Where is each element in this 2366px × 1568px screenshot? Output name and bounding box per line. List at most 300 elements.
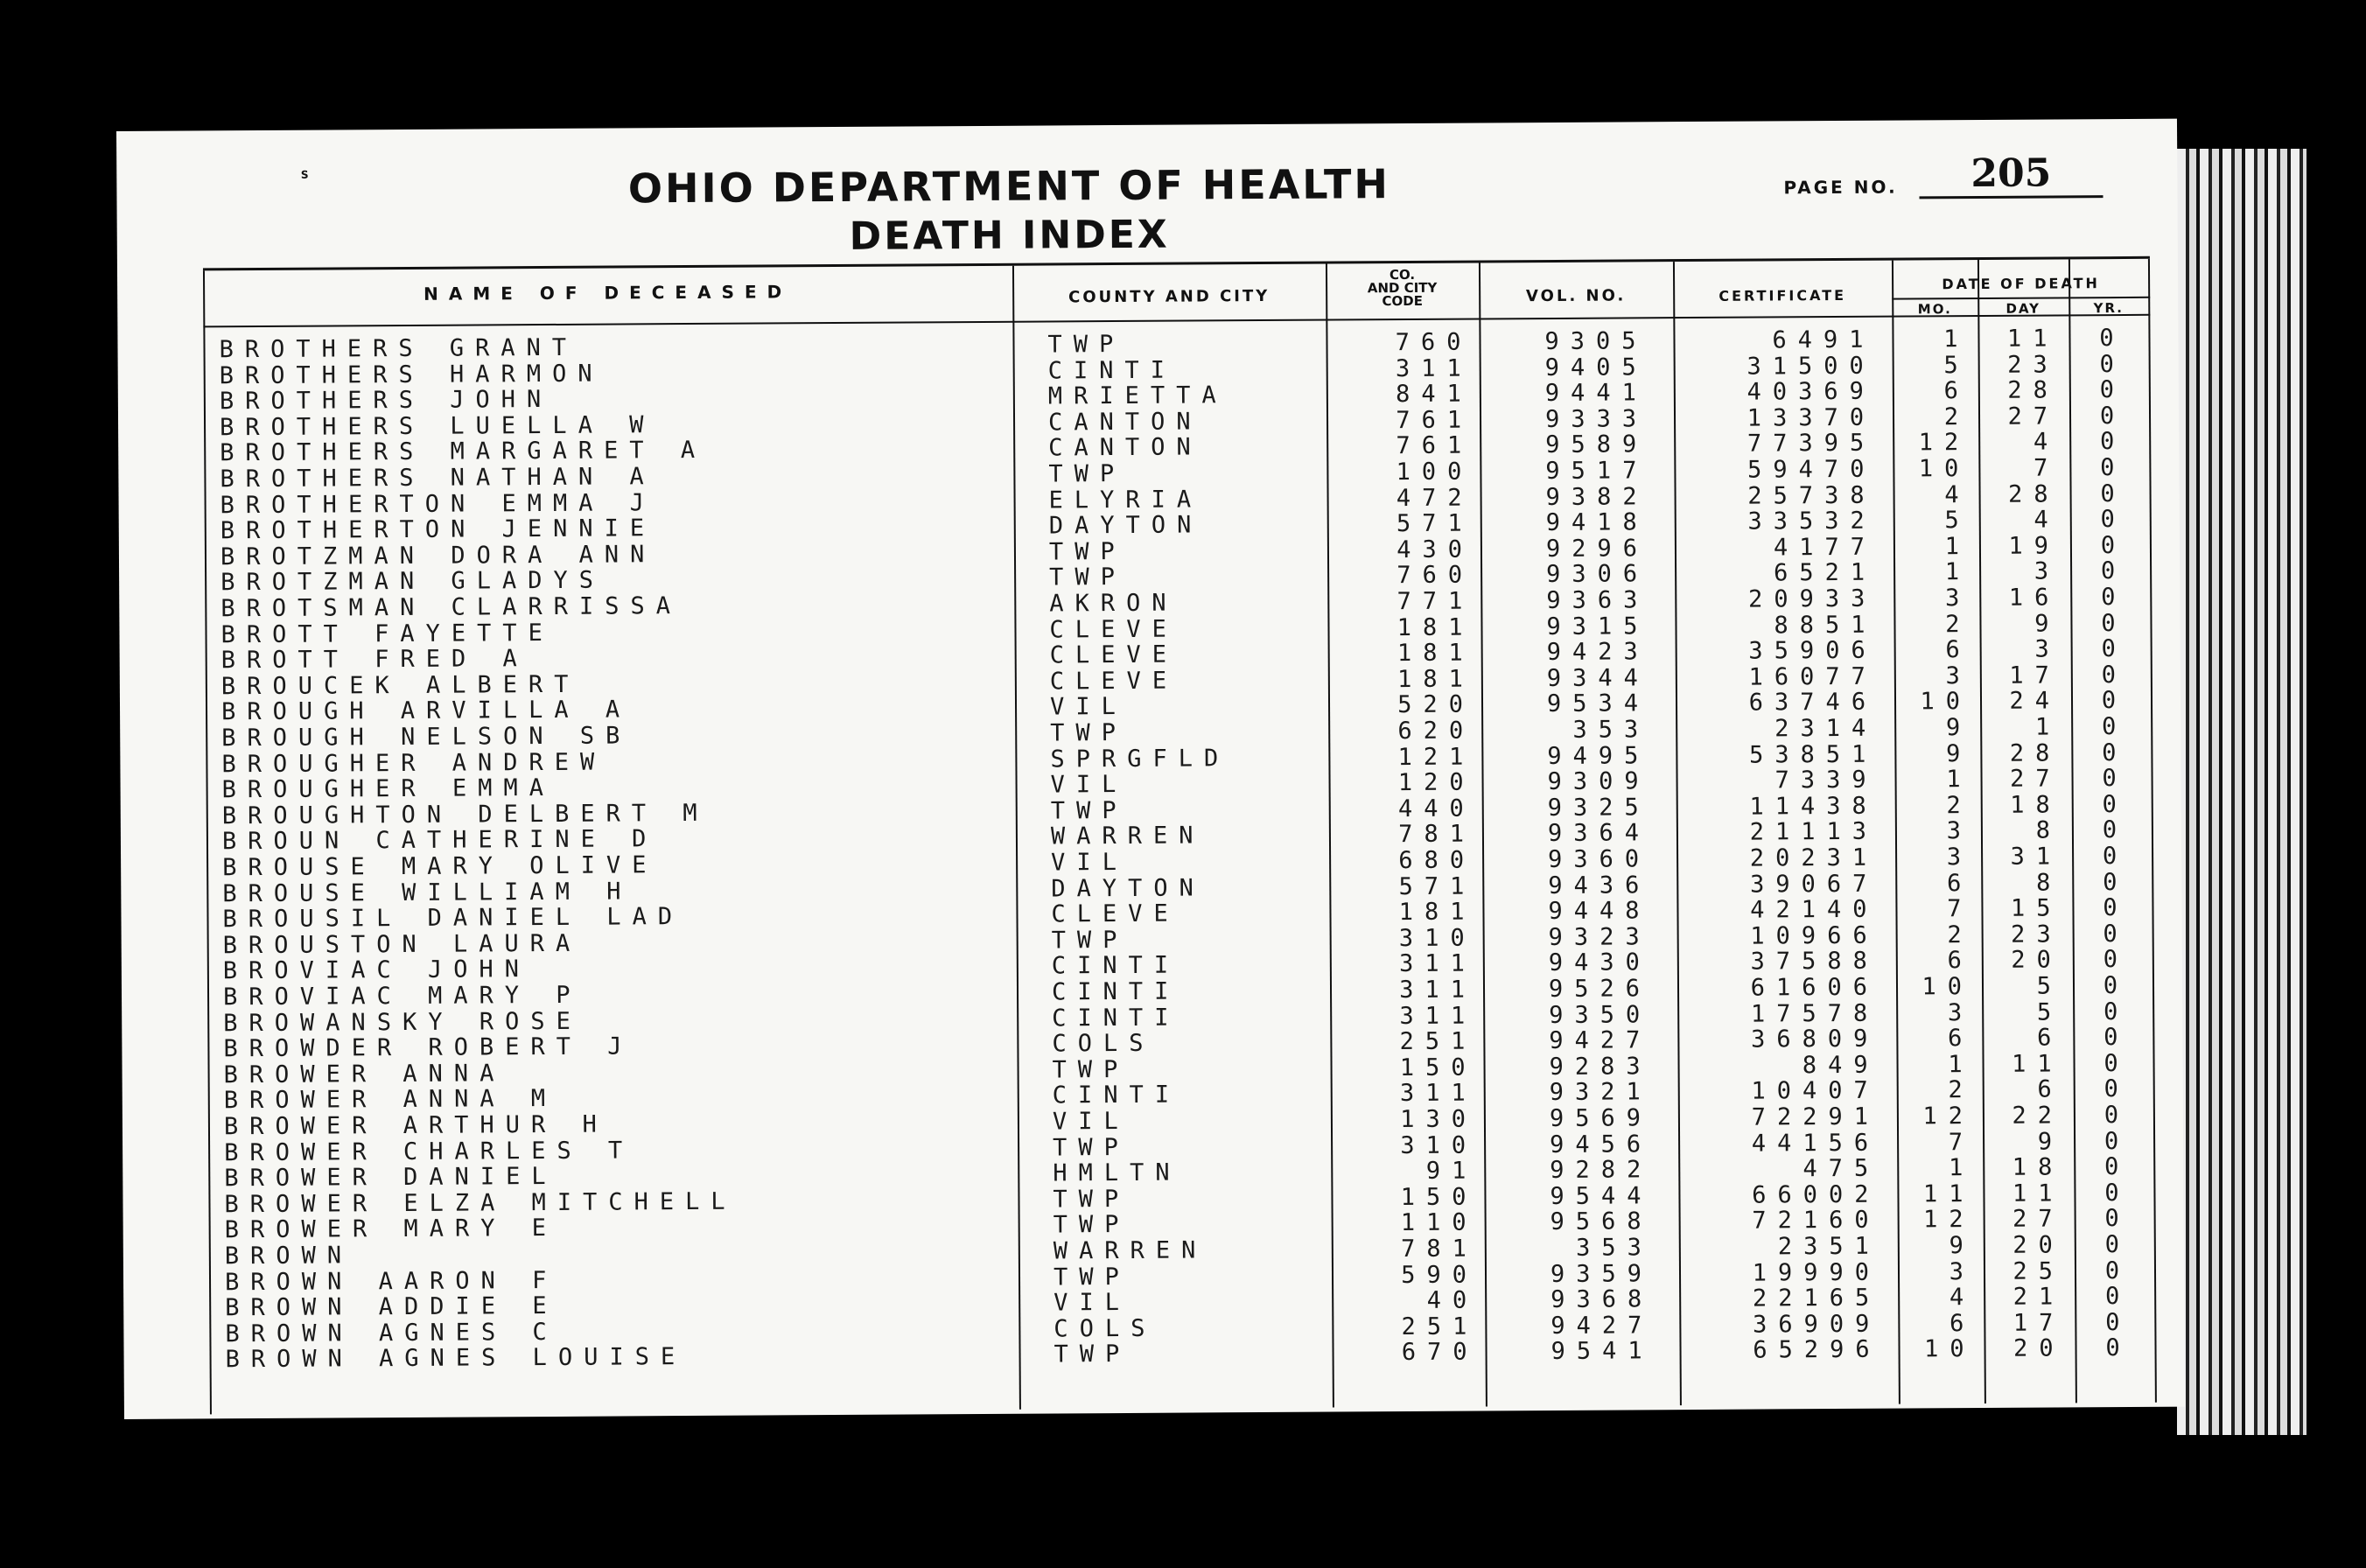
death-index-table <box>203 256 2157 1415</box>
cell-cert: 42140 <box>1750 895 1879 924</box>
cell-cert: 77395 <box>1746 430 1876 458</box>
cell-code: 472 <box>1396 484 1474 512</box>
cell-mo: 1 <box>1948 1154 1975 1182</box>
cell-day: 7 <box>2034 454 2060 482</box>
cell-day: 20 <box>2011 946 2062 975</box>
cell-mo: 3 <box>1946 817 1973 845</box>
cell-code: 150 <box>1400 1183 1478 1211</box>
cell-name: BROUGHER ANDREW <box>221 748 606 778</box>
cell-vol: 9321 <box>1549 1078 1652 1107</box>
cell-code: 150 <box>1399 1054 1477 1082</box>
cell-yr: 0 <box>2102 765 2117 793</box>
cell-vol: 9282 <box>1550 1156 1653 1185</box>
cell-vol: 9405 <box>1544 353 1648 382</box>
cell-yr: 0 <box>2101 609 2116 637</box>
cell-vol: 9363 <box>1546 586 1649 615</box>
cell-county: CINTI <box>1051 977 1180 1006</box>
cell-day: 6 <box>2037 1024 2063 1052</box>
cell-county: TWP <box>1054 1340 1131 1368</box>
cell-county: VIL <box>1050 771 1128 799</box>
cell-yr: 0 <box>2104 1102 2119 1130</box>
cell-day: 5 <box>2036 998 2063 1026</box>
cell-mo: 2 <box>1943 402 1970 431</box>
cell-yr: 0 <box>2103 946 2118 974</box>
cell-cert: 6491 <box>1772 326 1875 354</box>
cell-yr: 0 <box>2104 1024 2118 1052</box>
cell-mo: 10 <box>1922 973 1974 1001</box>
cell-day: 3 <box>2034 635 2061 663</box>
cell-county: TWP <box>1047 330 1125 359</box>
cell-name: BROTHERS LUELLA W <box>219 411 655 442</box>
header-vol: VOL. NO. <box>1525 286 1627 306</box>
cell-yr: 0 <box>2101 584 2116 612</box>
cell-day: 27 <box>2007 402 2060 430</box>
cell-mo: 1 <box>1944 558 1971 586</box>
cell-cert: 20231 <box>1749 844 1879 872</box>
cell-cert: 7339 <box>1774 766 1878 794</box>
cell-mo: 2 <box>1947 920 1973 949</box>
cell-vol: 9296 <box>1545 535 1649 563</box>
cell-day: 8 <box>2035 869 2062 897</box>
cell-vol: 9315 <box>1546 612 1649 640</box>
cell-county: DAYTON <box>1048 511 1203 540</box>
cell-code: 311 <box>1395 354 1473 382</box>
cell-yr: 0 <box>2104 1256 2120 1284</box>
cell-vol: 9430 <box>1548 948 1651 977</box>
cell-county: TWP <box>1053 1211 1130 1239</box>
cell-day: 28 <box>2007 480 2060 508</box>
cell-yr: 0 <box>2100 480 2115 508</box>
cell-vol: 9427 <box>1550 1312 1654 1340</box>
cell-mo: 3 <box>1947 998 1974 1026</box>
cell-yr: 0 <box>2104 1179 2119 1207</box>
cell-code: 40 <box>1426 1286 1479 1315</box>
cell-day: 6 <box>2037 1075 2063 1103</box>
cell-county: DAYTON <box>1051 874 1205 903</box>
cell-mo: 1 <box>1948 1050 1974 1079</box>
cell-county: CINTI <box>1047 356 1177 385</box>
cell-vol: 9344 <box>1546 664 1649 692</box>
cell-vol: 9325 <box>1547 794 1650 822</box>
cell-yr: 0 <box>2104 1127 2119 1155</box>
cell-name: BROTHERS JOHN <box>219 386 553 416</box>
cell-name: BROTZMAN GLADYS <box>220 566 606 597</box>
cell-day: 31 <box>2010 843 2062 871</box>
cell-cert: 35906 <box>1748 636 1877 665</box>
cell-cert: 20933 <box>1747 584 1877 613</box>
cell-day: 11 <box>2006 325 2059 353</box>
cell-yr: 0 <box>2101 661 2117 689</box>
cell-day: 4 <box>2034 506 2060 534</box>
cell-mo: 9 <box>1946 739 1972 767</box>
cell-name: BROWN ADDIE E <box>225 1292 558 1322</box>
cell-day: 20 <box>2012 1231 2064 1259</box>
cell-code: 251 <box>1399 1027 1477 1056</box>
cell-cert: 37588 <box>1750 948 1879 976</box>
cell-code: 571 <box>1396 509 1474 538</box>
header-code-line2: AND CITY <box>1367 279 1438 297</box>
cell-yr: 0 <box>2102 738 2117 766</box>
cell-county: CINTI <box>1051 951 1180 980</box>
cell-day: 9 <box>2037 1128 2064 1156</box>
cell-cert: 36909 <box>1752 1310 1881 1339</box>
cell-name: BROWN AARON F <box>224 1266 558 1296</box>
cell-day: 20 <box>2012 1334 2065 1363</box>
cell-day: 25 <box>2012 1257 2065 1285</box>
header-code <box>1326 268 1479 308</box>
cell-mo: 10 <box>1923 1335 1976 1363</box>
cell-county: TWP <box>1053 1133 1130 1162</box>
cell-county: VIL <box>1054 1289 1131 1317</box>
cell-yr: 0 <box>2103 868 2118 896</box>
cell-name: BROVIAC JOHN <box>222 956 531 985</box>
cell-county: CLEVE <box>1049 615 1178 644</box>
cell-county: TWP <box>1050 796 1128 825</box>
header-date-of-death: DATE OF DEATH <box>1942 275 2100 293</box>
cell-county: TWP <box>1053 1185 1130 1214</box>
cell-name: BROWN AGNES LOUISE <box>225 1343 687 1374</box>
cell-day: 23 <box>2011 920 2062 948</box>
cell-vol: 9360 <box>1547 845 1651 874</box>
cell-day: 1 <box>2034 713 2062 741</box>
cell-vol: 9589 <box>1545 430 1648 459</box>
cell-county: CLEVE <box>1049 667 1179 696</box>
cell-code: 440 <box>1397 794 1475 822</box>
cell-code: 311 <box>1399 976 1477 1004</box>
cell-name: BROWN AGNES C <box>225 1318 558 1348</box>
cell-vol: 9283 <box>1549 1053 1652 1081</box>
cell-county: COLS <box>1054 1314 1157 1343</box>
cell-code: 91 <box>1425 1157 1478 1186</box>
cell-mo: 4 <box>1949 1284 1976 1312</box>
cell-mo: 5 <box>1944 507 1970 535</box>
cell-day: 11 <box>2012 1180 2064 1208</box>
cell-cert: 25738 <box>1747 481 1876 510</box>
cell-mo: 2 <box>1948 1076 1974 1104</box>
cell-cert: 17578 <box>1750 999 1880 1028</box>
cell-code: 130 <box>1400 1105 1478 1134</box>
cell-county: CLEVE <box>1049 640 1179 669</box>
cell-mo: 1 <box>1946 766 1972 794</box>
cell-vol: 9526 <box>1548 975 1652 1004</box>
cell-yr: 0 <box>2101 635 2116 663</box>
date-header-rule <box>1892 297 2150 300</box>
cell-mo: 6 <box>1947 947 1973 975</box>
cell-vol: 9333 <box>1544 405 1648 433</box>
cell-mo: 1 <box>1943 326 1970 354</box>
cell-mo: 12 <box>1918 429 1970 457</box>
cell-vol: 9418 <box>1545 508 1648 537</box>
cell-yr: 0 <box>2100 557 2116 585</box>
cell-name: BROTHERS HARMON <box>219 360 604 389</box>
cell-cert: 59470 <box>1747 455 1876 484</box>
cell-code: 680 <box>1398 846 1476 875</box>
cell-county: HMLTN <box>1053 1158 1181 1187</box>
cell-mo: 10 <box>1920 688 1972 716</box>
cell-code: 181 <box>1396 613 1474 641</box>
cell-cert: 72291 <box>1751 1102 1880 1131</box>
cell-day: 28 <box>2009 739 2062 767</box>
cell-mo: 6 <box>1945 636 1971 664</box>
cell-vol: 9495 <box>1547 741 1650 770</box>
cell-yr: 0 <box>2104 1283 2120 1311</box>
cell-day: 5 <box>2036 972 2063 1000</box>
cell-name: BROWER DANIEL <box>224 1163 557 1193</box>
cell-name: BROTT FAYETTE <box>220 619 554 648</box>
cell-cert: 4177 <box>1773 533 1877 562</box>
header-month: MO. <box>1917 301 1952 318</box>
cell-vol: 9359 <box>1550 1259 1654 1288</box>
cell-name: BROUN CATHERINE D <box>221 825 658 856</box>
cell-code: 760 <box>1395 328 1473 357</box>
cell-vol: 9427 <box>1549 1026 1652 1055</box>
cell-cert: 8851 <box>1774 611 1877 640</box>
cell-mo: 11 <box>1922 1180 1975 1208</box>
cell-yr: 0 <box>2099 376 2115 404</box>
cell-mo: 2 <box>1946 791 1972 820</box>
cell-county: TWP <box>1050 718 1128 747</box>
header-code-line1: CO. <box>1389 266 1416 284</box>
cell-yr: 0 <box>2101 687 2117 715</box>
cell-name: BROWDER ROBERT J <box>223 1032 634 1063</box>
header-day: DAY <box>2006 300 2041 317</box>
cell-mo: 6 <box>1948 1025 1974 1053</box>
header-year: YR. <box>2093 299 2124 317</box>
cell-name: BROUGHER EMMA <box>221 774 556 804</box>
cell-vol: 9305 <box>1544 327 1648 356</box>
cell-name: BROUGH NELSON SB <box>221 722 632 752</box>
cell-vol: 353 <box>1575 1234 1653 1262</box>
cell-code: 430 <box>1396 536 1474 564</box>
cell-vol: 9323 <box>1548 923 1651 951</box>
cell-cert: 10966 <box>1750 921 1879 950</box>
header-name: NAME OF DECEASED <box>424 281 793 304</box>
cell-code: 120 <box>1397 768 1475 797</box>
cell-name: BROUSIL DANIEL LAD <box>222 903 684 934</box>
cell-county: CANTON <box>1048 433 1202 462</box>
cell-name: BROWER ARTHUR H <box>223 1110 608 1141</box>
cell-day: 18 <box>2010 791 2062 819</box>
cell-day: 18 <box>2012 1153 2064 1181</box>
cell-day: 4 <box>2033 428 2060 457</box>
page-number-label: PAGE NO. <box>1783 176 1898 199</box>
cell-yr: 0 <box>2104 1205 2119 1233</box>
cell-code: 520 <box>1397 690 1475 719</box>
page-subtitle: DEATH INDEX <box>849 212 1170 259</box>
cell-county: VIL <box>1049 693 1127 721</box>
cell-county: TWP <box>1048 537 1126 566</box>
cell-cert: 61606 <box>1750 973 1880 1002</box>
cell-mo: 10 <box>1918 455 1970 483</box>
cell-yr: 0 <box>2104 1075 2118 1103</box>
cell-name: BROTHERS NATHAN A <box>220 463 655 494</box>
cell-name: BROUSE MARY OLIVE <box>222 851 658 882</box>
cell-county: CINTI <box>1052 1081 1181 1110</box>
cell-yr: 0 <box>2103 894 2118 922</box>
cell-code: 761 <box>1396 406 1474 434</box>
cell-day: 8 <box>2035 816 2062 845</box>
cell-vol: 9456 <box>1549 1130 1653 1158</box>
cell-day: 9 <box>2034 610 2061 638</box>
cell-county: VIL <box>1052 1107 1130 1136</box>
cell-day: 15 <box>2010 894 2062 922</box>
cell-yr: 0 <box>2102 790 2117 818</box>
cell-yr: 0 <box>2104 1231 2120 1259</box>
cell-name: BROUGHTON DELBERT M <box>221 799 709 830</box>
cell-county: WARREN <box>1053 1236 1208 1265</box>
cell-yr: 0 <box>2102 816 2118 844</box>
cell-vol: 9436 <box>1548 871 1651 900</box>
cell-cert: 22165 <box>1752 1284 1881 1312</box>
cell-day: 22 <box>2012 1102 2064 1130</box>
cell-code: 841 <box>1395 380 1473 409</box>
cell-cert: 53851 <box>1749 740 1878 769</box>
cell-code: 181 <box>1396 665 1474 693</box>
cell-day: 17 <box>2012 1309 2065 1337</box>
cell-code: 181 <box>1396 639 1474 668</box>
cell-code: 311 <box>1399 1002 1477 1030</box>
cell-name: BROUCEK ALBERT <box>220 670 580 701</box>
cell-name: BROTZMAN DORA ANN <box>220 541 656 571</box>
card-stack-edges <box>2177 149 2306 1435</box>
cell-mo: 3 <box>1945 662 1971 690</box>
cell-yr: 0 <box>2100 506 2115 534</box>
cell-name: BROTHERTON EMMA J <box>220 488 656 519</box>
cell-cert: 10407 <box>1751 1077 1880 1105</box>
cell-mo: 12 <box>1923 1206 1975 1234</box>
cell-vol: 9364 <box>1547 819 1651 848</box>
cell-name: BROTHERS GRANT <box>219 333 578 364</box>
corner-mark: s <box>300 164 309 182</box>
cell-code: 121 <box>1397 743 1475 771</box>
cell-cert: 44156 <box>1751 1129 1880 1158</box>
cell-cert: 849 <box>1802 1051 1880 1080</box>
cell-mo: 6 <box>1943 377 1970 405</box>
cell-name: BROWER ELZA MITCHELL <box>224 1187 737 1219</box>
cell-vol: 9368 <box>1550 1285 1654 1314</box>
cell-yr: 0 <box>2103 972 2118 1000</box>
cell-county: AKRON <box>1049 589 1178 618</box>
cell-cert: 2314 <box>1774 714 1878 743</box>
cell-yr: 0 <box>2104 1049 2118 1077</box>
cell-code: 590 <box>1401 1261 1479 1289</box>
cell-name: BROWER ANNA <box>223 1060 506 1089</box>
cell-yr: 0 <box>2099 402 2115 430</box>
cell-code: 571 <box>1398 872 1476 900</box>
cell-vol: 9541 <box>1550 1337 1654 1366</box>
cell-county: CLEVE <box>1051 900 1180 928</box>
cell-yr: 0 <box>2100 454 2115 482</box>
cell-cert: 2351 <box>1777 1232 1880 1261</box>
cell-mo: 7 <box>1947 895 1973 923</box>
cell-yr: 0 <box>2099 350 2114 378</box>
cell-mo: 9 <box>1945 714 1972 742</box>
cell-vol: 9534 <box>1546 690 1650 718</box>
cell-name: BROWER CHARLES T <box>224 1137 634 1166</box>
cell-yr: 0 <box>2105 1308 2120 1336</box>
cell-name: BROVIAC MARY P <box>222 981 582 1012</box>
cell-name: BROWN <box>224 1242 354 1270</box>
cell-code: 670 <box>1401 1338 1479 1367</box>
cell-mo: 7 <box>1948 1128 1975 1156</box>
cell-county: WARREN <box>1050 822 1205 850</box>
cell-day: 24 <box>2009 687 2062 716</box>
cell-vol: 353 <box>1572 716 1650 744</box>
cell-code: 251 <box>1401 1312 1479 1340</box>
cell-county: SPRGFLD <box>1050 744 1230 774</box>
cell-cert: 33532 <box>1747 507 1876 536</box>
cell-mo: 4 <box>1944 480 1970 508</box>
cell-vol: 9544 <box>1550 1182 1653 1210</box>
cell-cert: 21113 <box>1749 818 1879 847</box>
cell-name: BROUSTON LAURA <box>222 929 582 960</box>
cell-day: 19 <box>2008 532 2061 560</box>
cell-cert: 6521 <box>1773 559 1877 587</box>
cell-mo: 12 <box>1922 1102 1975 1130</box>
cell-county: VIL <box>1051 848 1129 877</box>
cell-code: 310 <box>1400 1131 1478 1159</box>
cell-mo: 6 <box>1950 1309 1976 1338</box>
cell-cert: 11438 <box>1749 792 1878 821</box>
cell-day: 21 <box>2012 1283 2065 1311</box>
cell-mo: 1 <box>1944 532 1971 561</box>
cell-yr: 0 <box>2103 920 2118 948</box>
cell-cert: 13370 <box>1746 403 1876 432</box>
cell-code: 761 <box>1396 431 1474 460</box>
cell-name: BROUGH ARVILLA A <box>220 696 632 726</box>
cell-day: 16 <box>2008 584 2061 612</box>
cell-day: 27 <box>2009 765 2062 793</box>
cell-county: TWP <box>1053 1263 1130 1292</box>
page-title: OHIO DEPARTMENT OF HEALTH <box>627 160 1391 213</box>
cell-name: BROWER ANNA M <box>223 1085 557 1115</box>
cell-cert: 66002 <box>1752 1180 1880 1209</box>
index-card <box>116 119 2185 1419</box>
cell-yr: 0 <box>2103 998 2118 1026</box>
cell-code: 311 <box>1399 1079 1477 1108</box>
cell-code: 760 <box>1396 561 1474 590</box>
header-cert: CERTIFICATE <box>1718 286 1847 304</box>
cell-day: 11 <box>2011 1050 2063 1078</box>
cell-county: COLS <box>1052 1029 1155 1058</box>
cell-vol: 9448 <box>1548 897 1651 926</box>
cell-code: 771 <box>1396 587 1474 616</box>
cell-vol: 9569 <box>1549 1104 1653 1133</box>
cell-code: 781 <box>1400 1235 1478 1264</box>
cell-mo: 3 <box>1949 1257 1976 1285</box>
cell-mo: 9 <box>1949 1232 1975 1260</box>
cell-county: TWP <box>1049 564 1127 592</box>
cell-county: TWP <box>1051 926 1129 955</box>
cell-county: ELYRIA <box>1048 486 1203 514</box>
cell-vol: 9309 <box>1547 767 1650 796</box>
cell-code: 110 <box>1400 1208 1478 1237</box>
cell-cert: 475 <box>1802 1154 1880 1183</box>
cell-day: 27 <box>2012 1205 2064 1234</box>
cell-cert: 31500 <box>1746 352 1875 381</box>
cell-yr: 0 <box>2104 1153 2119 1181</box>
cell-code: 781 <box>1398 820 1476 849</box>
cell-cert: 16077 <box>1748 662 1877 691</box>
cell-county: CANTON <box>1047 408 1202 437</box>
cell-cert: 63746 <box>1748 689 1878 718</box>
cell-day: 3 <box>2034 557 2061 586</box>
cell-cert: 40369 <box>1746 377 1875 406</box>
cell-county: TWP <box>1048 459 1126 488</box>
cell-county: CINTI <box>1052 1004 1180 1032</box>
cell-name: BROWANSKY ROSE <box>223 1007 582 1037</box>
cell-day: 28 <box>2007 376 2059 404</box>
